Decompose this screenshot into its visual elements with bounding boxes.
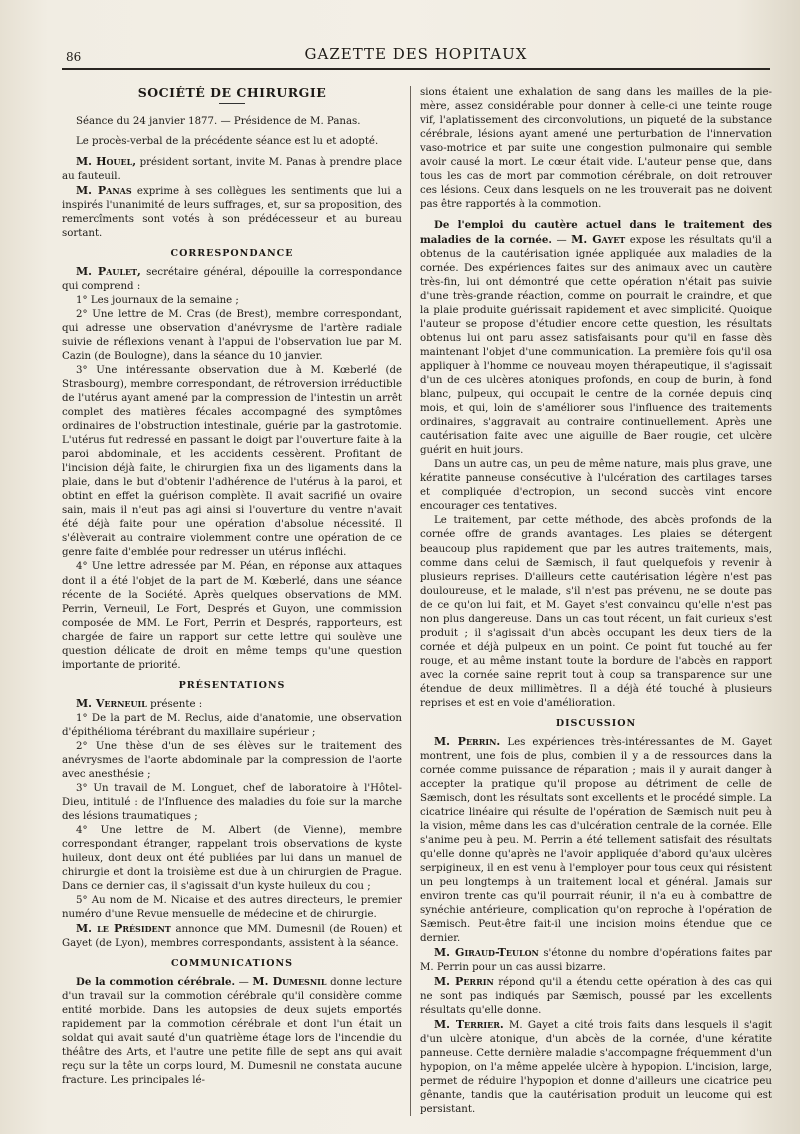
- column-divider: [410, 86, 411, 1116]
- continuation-paragraph: sions étaient une exhalation de sang dans les mailles de la pie-mère, assez considérable pour donner à celle-ci une teinte rouge vif, l'aplatissement des circonvolutions, un piqueté de la substance cérébrale, lésions ayant amené une perturbation de l'innervation vaso-motrice et par suite une congestion pulmonaire qui semble avoir causé la mort. Le cœur était vide. L'auteur pense que, dans tous les cas de mort par commotion cérébrale, on doit retrouver ces lésions. Ceux dans lesquels on ne les trouverait pas ne doivent pas être rapportés à la commotion.: [420, 87, 772, 211]
- proces-verbal: Le procès-verbal de la précédente séance est lu et adopté.: [76, 136, 379, 148]
- paragraph-text: M. Gayet a cité trois faits dans lesquels il s'agit d'un ulcère atonique, d'un abcès de la cornée, d'une kératite panneuse. Cette dernière maladie s'accompagne fréquemment d'un hypopion, on l'a même appelée ulcère à hypopion. L'incision, large, permet de réduire l'hypopion et donne d'ailleurs une cicatrice peu gênante, tandis que la cautérisation produit un leucome qui est persistant.: [420, 1020, 772, 1116]
- correspondance-item-2: 2° Une lettre de M. Cras (de Brest), membre correspondant, qui adresse une observation d'anévrysme de l'artère radiale suivie de réflexions venant à l'appui de l'observation lue par M. Cazin (de Boulogne), dans la séance du 10 janvier.: [62, 309, 402, 363]
- correspondance-item-1: 1° Les journaux de la semaine ;: [76, 295, 239, 307]
- paragraph-text: secrétaire général, dépouille la correspondance qui comprend :: [62, 267, 402, 293]
- cautere-paragraph-3: Le traitement, par cette méthode, des abcès profonds de la cornée offre de grands avantages. Les plaies se détergent beaucoup plus rapidement que par les autres traitements, mais, comme dans celui de Sæmisch, il faut quelquefois y revenir à plusieurs reprises. D'ailleurs cette cautérisation légère n'est pas douloureuse, et le malade, s'il n'est pas prévenu, ne se doute pas de ce qu'on lui fait, et M. Gayet s'est convaincu qu'elle n'est pas non plus dangereuse. Dans un cas tout récent, un fait curieux s'est produit ; il s'agissait d'un abcès occupant les deux tiers de la cornée et déjà pulpeux en un point. Ce point fut touché au fer rouge, et au même instant toute la bordure de l'abcès en rapport avec la cornée saine reprit tout à coup sa transparence sur une étendue de deux millimètres. Il a déjà été touché à plusieurs reprises et est en voie d'amélioration.: [420, 515, 772, 709]
- left-column: [62, 86, 402, 1116]
- communication-title: De l'emploi du cautère actuel dans le traitement des maladies de la cornée.: [420, 219, 772, 247]
- section-title: SOCIÉTÉ DE CHIRURGIE: [137, 86, 327, 100]
- title-rule: [219, 103, 245, 104]
- paragraph-text: exprime à ses collègues les sentiments que lui a inspirés l'unanimité de leurs suffrages, et, sur sa proposition, des remercîments sont votés à son prédécesseur et au bureau sortant.: [62, 186, 402, 240]
- commotion-paragraph: [62, 975, 402, 1088]
- presentation-item-4: 4° Une lettre de M. Albert (de Vienne), membre correspondant étranger, rappelant trois observations de kyste huileux, dont deux ont été publiées par lui dans un manuel de chirurgie et dont la troisième est due à un chirurgien de Prague. Dans ce dernier cas, il s'agissait d'un kyste huileux du cou ;: [62, 824, 402, 892]
- cautere-paragraph-2: Dans un autre cas, un peu de même nature, mais plus grave, une kératite panneuse consécutive à l'ulcération des cartilages tarses et compliquée d'ectropion, un second succès vint encore encourager ces tentatives.: [420, 459, 772, 513]
- correspondance-item-4: 4° Une lettre adressée par M. Péan, en réponse aux attaques dont il a été l'objet de la part de M. Kœberlé, dans une séance récente de la Société. Après quelques observations de MM. Perrin, Verneuil, Le Fort, Després et Guyon, une commission composée de MM. Le Fort, Perrin et Després, rapporteurs, est chargée de faire un rapport sur cette lettre qui soulève une question délicate de droit en même temps qu'une question importante de priorité.: [62, 561, 402, 671]
- paragraph-text: présente :: [146, 698, 203, 710]
- paragraph-text: Les expériences très-intéressantes de M. Gayet montrent, une fois de plus, combien il y a de ressources dans la cornée comme puissance de réparation ; mais il y aurait danger à accepter la pratique qu'il propose au détriment de celle de Sæmisch, dont les résultats sont excellents et le procédé simple. La cicatrice linéaire qui résulte de l'opération de Sæmisch nuit peu à la vision, même dans les cas d'ulcération centrale de la cornée. Elle s'anime peu à peu. M. Perrin a été tellement satisfait des résultats qu'elle donne qu'après ne l'avoir appliquée d'abord qu'aux ulcères serpigineux, il en est venu à l'employer pour tous ceux qui résistent un peu longtemps à un traitement local et général. Jamais sur environ trente cas qu'il pourrait réunir, il n'a eu à combattre de synéchie antérieure, complication qu'on reproche à l'opération de Sæmisch. Peut-être fait-il une incision moins étendue que ce dernier.: [420, 736, 772, 944]
- subhead-correspondance: CORRESPONDANCE: [170, 248, 294, 260]
- presentation-item-1: 1° De la part de M. Reclus, aide d'anatomie, une observation d'épithélioma térébrant du maxillaire supérieur ;: [62, 712, 402, 738]
- page-header: [62, 44, 770, 70]
- article-columns: [62, 86, 774, 1116]
- perrin-reply-paragraph: [420, 975, 772, 1018]
- seance-line: Séance du 24 janvier 1877. — Présidence de M. Panas.: [76, 116, 361, 128]
- dash: —: [551, 235, 572, 247]
- paragraph-text: donne lecture d'un travail sur la commotion cérébrale qu'il considère comme entité morbide. Dans les autopsies de deux sujets emportés rapidement par la commotion cérébrale et dont l'un était un soldat qui avait sauté d'un quatrième étage lors de l'incendie du théâtre des Arts, et l'autre une petite fille de sept ans qui avait reçu sur la tête un corps lourd, M. Dumesnil ne constata aucune fracture. Les principales lé-: [62, 976, 402, 1087]
- speaker-name: M. Panas: [76, 184, 132, 198]
- presentation-item-2: 2° Une thèse d'un de ses élèves sur le traitement des anévrysmes de l'aorte abdominale par la compression de l'aorte avec anesthésie ;: [62, 740, 402, 780]
- speaker-name: M. Houel,: [76, 155, 137, 169]
- dash: —: [235, 976, 253, 988]
- correspondance-item-3: 3° Une intéressante observation due à M. Kœberlé (de Strasbourg), membre correspondant, de rétroversion irréductible de l'utérus ayant amené par la compression de l'intestin un arrêt complet des matières fécales accompagné des symptômes ordinaires de l'obstruction intestinale, guérie par la gastrotomie. L'utérus fut redressé en passant le doigt par l'ouverture faite à la paroi abdominale, et les accidents cessèrent. Profitant de l'incision déjà faite, le chirurgien fixa un des ligaments dans la plaie, dans le but d'obtenir l'adhérence de l'utérus à la paroi, et obtint en effet la guérison complète. Il avait sacrifié un ovaire sain, mais il n'eut pas agi ainsi si l'ouverture du ventre n'avait été déjà faite pour une opération d'absolue nécessité. Il s'élèverait au contraire violemment contre une opération de ce genre faite d'emblée pour redresser un utérus infléchi.: [62, 365, 402, 559]
- paragraph-text: annonce que MM. Dumesnil (de Rouen) et Gayet (de Lyon), membres correspondants, assistent à la séance.: [62, 923, 402, 949]
- paragraph-text: expose les résultats qu'il a obtenus de la cautérisation ignée appliquée aux maladies de la cornée. Des expériences faites sur des animaux avec un cautère très-fin, lui ont démontré que cette opération n'était pas suivie d'une très-grande réaction, comme on pourrait le craindre, et que la plaie produite guérissait rapidement et avec simplicité. Quoique l'auteur se propose d'étudier encore cette question, les résultats obtenus lui ont paru assez satisfaisants pour qu'il en fasse dès maintenant l'objet d'une communication. La première fois qu'il osa appliquer à l'homme ce nouveau moyen thérapeutique, il s'agissait d'un de ces ulcères atoniques profonds, en coup de burin, à fond blanc, pulpeux, qui occupait le centre de la cornée depuis cinq mois, et qui, loin de s'améliorer sous l'influence des traitements ordinaires, s'aggravait au contraire continuellement. Après une cautérisation faite avec une aiguille de Baer rougie, cet ulcère guérit en huit jours.: [420, 235, 772, 457]
- speaker-name: M. Perrin: [434, 974, 494, 988]
- page-number: 86: [66, 50, 82, 64]
- right-column: [420, 86, 772, 1116]
- terrier-paragraph: [420, 1018, 772, 1116]
- running-title: GAZETTE DES HOPITAUX: [304, 45, 528, 63]
- president-paragraph: [62, 922, 402, 951]
- speaker-name: M. Terrier.: [434, 1018, 504, 1032]
- communication-title: De la commotion cérébrale.: [76, 975, 236, 988]
- paulet-paragraph: [62, 265, 402, 294]
- speaker-name: M. Dumesnil: [252, 974, 327, 988]
- verneuil-paragraph: [62, 697, 402, 712]
- speaker-name: M. le Président: [76, 921, 171, 935]
- speaker-name: M. Giraud-Teulon: [434, 945, 539, 959]
- paragraph-text: répond qu'il a étendu cette opération à des cas qui ne sont pas indiqués par Sæmisch, poussé par les excellents résultats qu'elle donne.: [420, 976, 772, 1016]
- panas-paragraph: [62, 184, 402, 241]
- speaker-name: M. Paulet,: [76, 265, 141, 279]
- subhead-communications: COMMUNICATIONS: [170, 957, 294, 969]
- houel-paragraph: [62, 155, 402, 184]
- giraud-paragraph: [420, 946, 772, 975]
- paragraph-text: s'étonne du nombre d'opérations faites par M. Perrin pour un cas aussi bizarre.: [420, 947, 772, 973]
- paragraph-text: président sortant, invite M. Panas à prendre place au fauteuil.: [62, 157, 402, 183]
- speaker-name: M. Verneuil: [76, 696, 147, 710]
- subhead-discussion: DISCUSSION: [555, 717, 637, 729]
- speaker-name: M. Perrin.: [434, 734, 501, 748]
- perrin-paragraph: [420, 735, 772, 946]
- presentation-item-3: 3° Un travail de M. Longuet, chef de laboratoire à l'Hôtel-Dieu, intitulé : de l'Influence des maladies du foie sur la marche des lésions traumatiques ;: [62, 782, 402, 822]
- cautere-paragraph: [420, 218, 772, 458]
- subhead-presentations: PRÉSENTATIONS: [178, 679, 286, 691]
- speaker-name: M. Gayet: [571, 233, 626, 247]
- presentation-item-5: 5° Au nom de M. Nicaise et des autres directeurs, le premier numéro d'une Revue mensuelle de médecine et de chirurgie.: [62, 894, 402, 920]
